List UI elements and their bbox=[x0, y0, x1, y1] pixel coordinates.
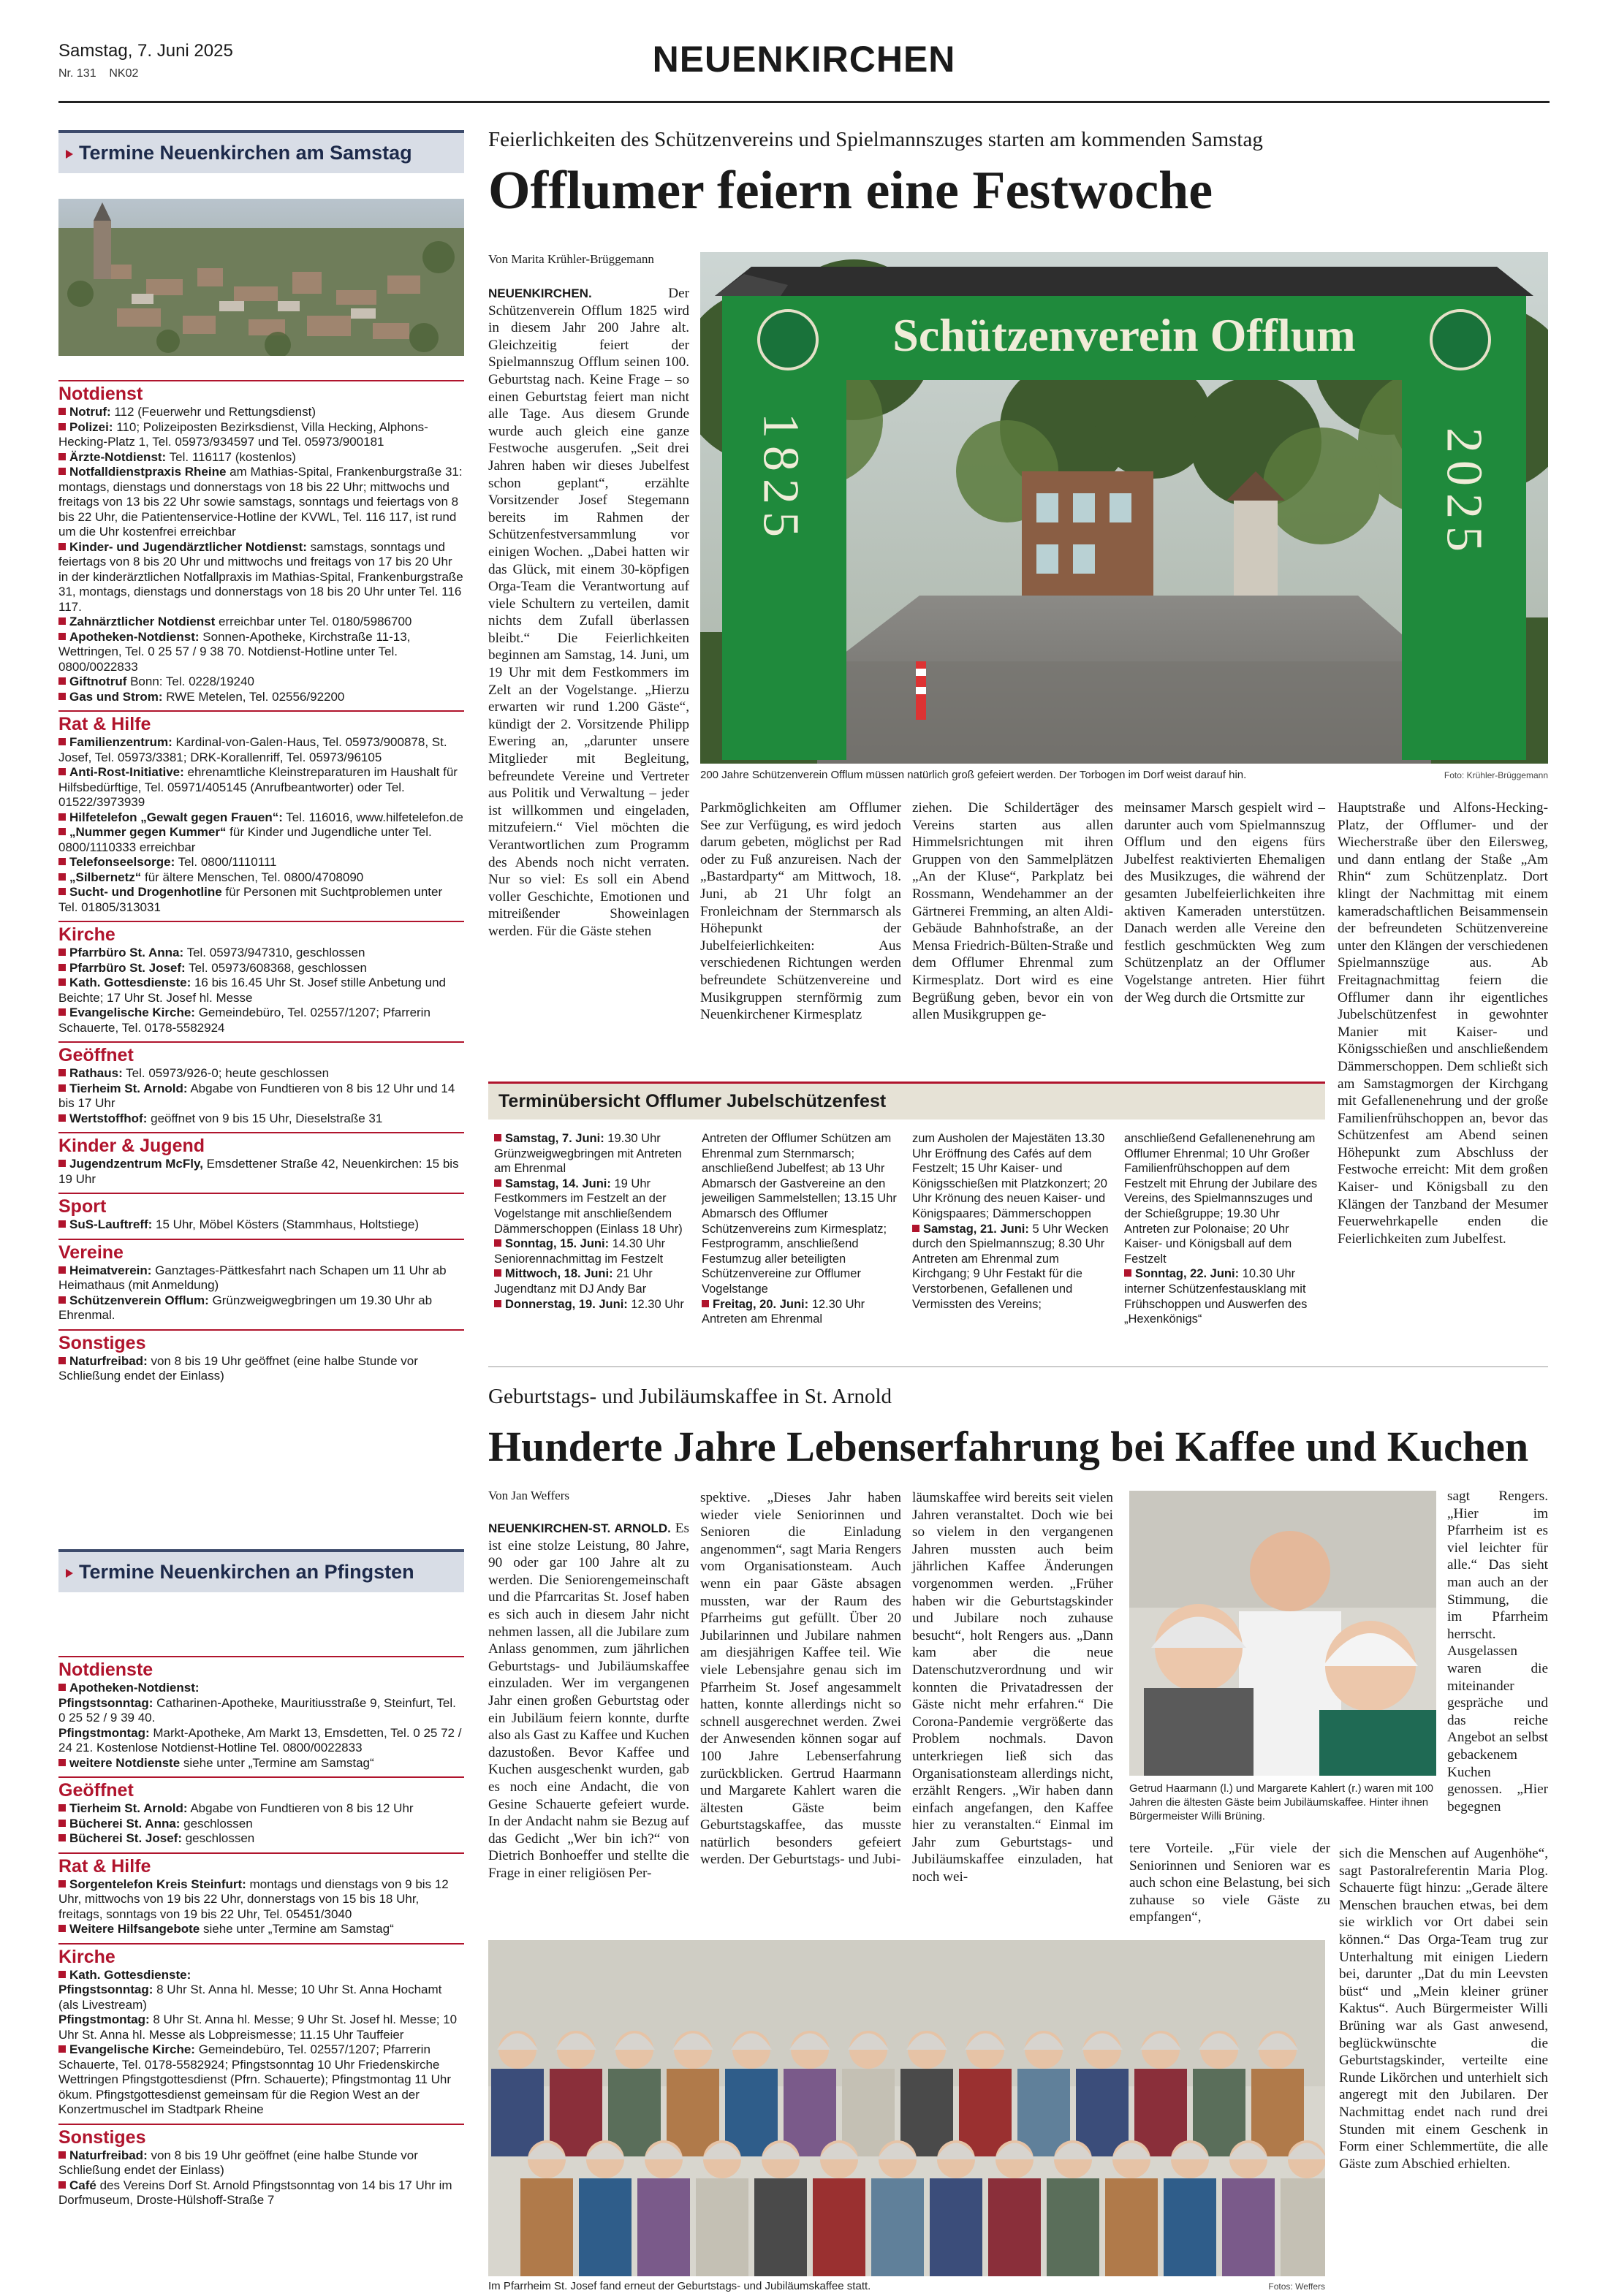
article1-photo-credit: Foto: Krühler-Brüggemann bbox=[1444, 770, 1548, 780]
bullet-icon bbox=[58, 677, 66, 685]
person-body bbox=[1281, 2178, 1325, 2276]
triangle-icon bbox=[66, 150, 73, 159]
bullet-icon bbox=[494, 1134, 501, 1141]
saturday-item: SuS-Lauftreff: 15 Uhr, Möbel Kösters (Stammhaus, Holtstiege) bbox=[58, 1217, 464, 1233]
pentecost-item: Sorgentelefon Kreis Steinfurt: montags und dienstags von 9 bis 12 Uhr, mittwochs von 19 bis 22 Uhr, donnerstags von 15 bis 18 Uhr, freitags, sonntags von 19 bis 22 Uhr, Tel. 05451/3040 bbox=[58, 1877, 449, 1921]
person-body bbox=[725, 2069, 778, 2156]
bullet-icon bbox=[58, 1084, 66, 1092]
person-body bbox=[667, 2069, 719, 2156]
saturday-item: Apotheken-Notdienst: Sonnen-Apotheke, Kirchstraße 11-13, Wettringen, Tel. 0 25 57 / 9 38 70. Notdienst-Hotline unter Tel. 0800/0022833 bbox=[58, 629, 411, 674]
article2-photo-caption: Getrud Haarmann (l.) und Margarete Kahlert (r.) waren mit 100 Jahren die ältesten Gäste beim Jubiläumskaffee. Hinter ihnen Bürgermeister Willi Brüning. bbox=[1129, 1782, 1434, 1822]
person-body bbox=[491, 2069, 544, 2156]
bullet-icon bbox=[58, 1069, 66, 1076]
bullet-icon bbox=[58, 2181, 66, 2189]
pentecost-item: Evangelische Kirche: Gemeindebüro, Tel. 02557/1207; Pfarrerin Schauerte, Tel. 0178-5582924; Pfingstsonntag 10 Uhr Friedenskirche Wettringen Pfingstgottesdienst (Pfrn. Schauerte); Pfingstmontag 11 Uhr ökum. Pfingstgottesdienst gemeinsam für die Region West an der Konzertmuschel im Stadtpark Rheine bbox=[58, 2042, 452, 2116]
pentecost-section-title: Notdienste bbox=[58, 1656, 464, 1681]
saturday-item: Sucht- und Drogenhotline für Personen mit Suchtproblemen unter Tel. 01805/313031 bbox=[58, 885, 443, 914]
saturday-section-title: Sonstiges bbox=[58, 1329, 464, 1354]
pentecost-item: Bücherei St. Anna: geschlossen bbox=[58, 1817, 464, 1832]
article1-col2: Parkmöglichkeiten am Offlumer See zur Verfügung, es wird jedoch darum gebeten, möglichst per Rad oder zu Fuß anzureisen. Nach der „Bastardparty“ am Mittwoch, 18. Juni, ab 21 Uhr folgt an Fronleichnam der Sternmarsch als Höhepunkt der Jubelfeierlichkeiten: Aus verschiedenen Richtungen werden befreundete Schützenvereine und Musikgruppen sternförmig zum Neuenkirchener Kirmesplatz bbox=[700, 800, 901, 1023]
pentecost-section-title: Geöffnet bbox=[58, 1776, 464, 1801]
article2-col2: spektive. „Dieses Jahr haben wieder viele Seniorinnen und Senioren die Einladung angenommen“, sagt Maria Rengers vom Organisationsteam. Auch wenn ein paar Gäste absagen mussten, war der Raum des Pfarrheims gut gefüllt. Über 20 Jubilarinnen und Jubilare nahmen am diesjährigen Kaffee teil. Wie viele Lebensjahre genau sich im Pfarrheim St. Josef angesammelt hatten, konnte allerdings nicht so schnell ausgerechnet werden. Zwei der Anwesenden können sogar auf 100 Jahre Lebenserfahrung zurückblicken. Gertrud Haarmann und Margarete Kahlert waren die ältesten Gäste beim Geburtstagskaffee, das musste natürlich besonders gefeiert werden. Der Geburtstags- und Jubi- bbox=[700, 1490, 901, 1868]
schedule-heading: Terminübersicht Offlumer Jubelschützenfest bbox=[488, 1082, 1325, 1120]
person-body bbox=[842, 2069, 895, 2156]
bullet-icon bbox=[58, 1114, 66, 1122]
events-pentecost-heading: Termine Neuenkirchen an Pfingsten bbox=[58, 1549, 464, 1592]
pentecost-item: Pfingstmontag: Markt-Apotheke, Am Markt 13, Emsdetten, Tel. 0 25 72 / 24 21. Kostenlose Notdienst-Hotline Tel. 0800/0022833 bbox=[58, 1725, 462, 1755]
pentecost-item: Pfingstsonntag: 8 Uhr St. Anna hl. Messe; 10 Uhr St. Anna Hochamt (als Livestream) bbox=[58, 1983, 442, 2012]
schedule-col1 bbox=[494, 1131, 691, 1312]
saturday-item: „Silbernetz“ für ältere Menschen, Tel. 0800/4708090 bbox=[58, 870, 464, 886]
saturday-item: Polizei: 110; Polizeiposten Bezirksdienst, Villa Hecking, Alphons-Hecking-Platz 1, Tel. 05973/934597 und Tel. 05973/900181 bbox=[58, 419, 428, 449]
arch-year-left: 1825 bbox=[752, 413, 809, 544]
pentecost-item: Apotheken-Notdienst: bbox=[58, 1681, 464, 1696]
person-body bbox=[608, 2069, 661, 2156]
article1-headline: Offlumer feiern eine Festwoche bbox=[488, 161, 1213, 221]
saturday-item: Schützenverein Offlum: Grünzweigwegbringen um 19.30 Uhr ab Ehrenmal. bbox=[58, 1293, 433, 1322]
article2-col4: tere Vorteile. „Für viele der Seniorinnen und Senioren war es auch schon eine Belastung, bei sich zuhause so viele Gäste zu empfangen“, bbox=[1129, 1841, 1330, 1926]
events-saturday-heading: Termine Neuenkirchen am Samstag bbox=[58, 130, 464, 173]
person-body bbox=[696, 2178, 748, 2276]
bullet-icon bbox=[58, 1804, 66, 1812]
pentecost-section-title: Sonstiges bbox=[58, 2124, 464, 2148]
section-title: NEUENKIRCHEN bbox=[652, 39, 956, 80]
schedule-item: Samstag, 14. Juni: 19 Uhr Festkommers im Festzelt an der Vogelstange mit anschließendem Dämmerschoppen (Einlass 18 Uhr) bbox=[494, 1176, 683, 1236]
person-body bbox=[1222, 2178, 1275, 2276]
person-body bbox=[900, 2069, 953, 2156]
saturday-item: Pfarrbüro St. Josef: Tel. 05973/608368, geschlossen bbox=[58, 961, 464, 976]
bullet-icon bbox=[58, 949, 66, 956]
header-rule bbox=[58, 101, 1550, 103]
person-body bbox=[1076, 2069, 1129, 2156]
pentecost-item: Pfingstsonntag: Catharinen-Apotheke, Mauritiusstraße 9, Steinfurt, Tel. 0 25 52 / 9 39 40. bbox=[58, 1695, 456, 1725]
aerial-town-photo bbox=[58, 199, 464, 356]
bullet-icon bbox=[58, 964, 66, 971]
saturday-item: Hilfetelefon „Gewalt gegen Frauen“: Tel. 116016, www.hilfetelefon.de bbox=[58, 810, 464, 826]
bullet-icon bbox=[58, 1820, 66, 1827]
saturday-item: Pfarrbüro St. Anna: Tel. 05973/947310, geschlossen bbox=[58, 946, 464, 961]
bullet-icon bbox=[58, 1684, 66, 1691]
saturday-item: Tierheim St. Arnold: Abgabe von Fundtieren von 8 bis 12 Uhr und 14 bis 17 Uhr bbox=[58, 1081, 455, 1110]
pentecost-item: Tierheim St. Arnold: Abgabe von Fundtieren von 8 bis 12 Uhr bbox=[58, 1801, 464, 1817]
bullet-icon bbox=[58, 633, 66, 640]
person-body bbox=[754, 2178, 807, 2276]
bullet-icon bbox=[58, 2151, 66, 2159]
person-body bbox=[1193, 2069, 1245, 2156]
person-body bbox=[813, 2178, 865, 2276]
person-body bbox=[550, 2069, 602, 2156]
bullet-icon bbox=[58, 1160, 66, 1167]
pentecost-item: Café des Vereins Dorf St. Arnold Pfingstsonntag von 14 bis 17 Uhr im Dorfmuseum, Droste-Hülshoff-Straße 7 bbox=[58, 2178, 452, 2207]
saturday-item: Jugendzentrum McFly, Emsdettener Straße 42, Neuenkirchen: 15 bis 19 Uhr bbox=[58, 1157, 459, 1186]
saturday-item: Wertstoffhof: geöffnet von 9 bis 15 Uhr, Dieselstraße 31 bbox=[58, 1111, 464, 1127]
bullet-icon bbox=[58, 543, 66, 550]
article2-col5: sagt Rengers. „Hier im Pfarrheim ist es viel leichter für alle.“ Das sieht man auch an der Stimmung, die im Pfarrheim herrscht. Ausgelassen waren die miteinander gespräche und das reiche Angebot an selbst gebackenem Kuchen genossen. „Hier begegnen bbox=[1447, 1489, 1548, 1814]
bullet-icon bbox=[58, 2045, 66, 2053]
person-body bbox=[1105, 2178, 1158, 2276]
person-body bbox=[579, 2178, 632, 2276]
article2-col3: läumskaffee wird bereits seit vielen Jahren veranstaltet. Doch wie bei so vielem in den vergangenen Jahren mussten auch beim jährlichen Kaffee Änderungen vorgenommen werden. „Früher haben wir die Geburtstagskinder und Jubilare noch zuhause besucht“, holt Rengers aus. „Dann kam aber die neue Datenschutzverordnung und wir konnten die Privatadressen der Gäste nicht mehr erfahren.“ Die Corona-Pandemie vergrößerte das Problem nochmals. Davon unterkriegen ließ sich das Organisationsteam allerdings nicht, erzählt Rengers. „Wir haben dann einfach angefangen, den Kaffee hier zu veranstalten.“ Einmal im Jahr zum Geburtstags- und Jubiläumskaffee einzuladen, hat noch wei- bbox=[912, 1490, 1113, 1885]
article2-group-caption: Im Pfarrheim St. Josef fand erneut der Geburtstags- und Jubiläumskaffee statt. bbox=[488, 2280, 871, 2292]
saturday-item: Ärzte-Notdienst: Tel. 116117 (kostenlos) bbox=[58, 450, 464, 465]
article1-col5: Hauptstraße und Alfons-Hecking-Platz, der Offlumer- und der Wiecherstraße über den Eilersweg, und dann entlang der Staße „Am Rhin“ zum Schützenplatz. Dort klingt der Nachmittag mit einem kameradschaftlichen Beisammensein der befreundeten Schützenvereine unter den Klängen der verschiedenen Spielmannszüge aus. Ab Freitagnachmittag feiern die Offlumer dann ihr eigentliches Jubelschützenfest in gewohnter Manier mit Kaiser- und Königsschießen und anschließendem Dämmerschoppen. Dem schließt sich am Samstagmorgen der Kirchgang mit Gefallenenehrung und der große Familienfrühschoppen an, bevor das Schützenfest am Abend seinen Höhepunkt zum Abschluss der Festwoche erreicht: Mit dem großen Kaiser- und Königsball zu den Klängen der Tanzband der Mesumer Feuerwehrkapelle enden die Feierlichkeiten zum Jubelfest. bbox=[1338, 800, 1548, 1247]
person-body bbox=[520, 2178, 573, 2276]
pentecost-item: Bücherei St. Josef: geschlossen bbox=[58, 1831, 464, 1847]
bullet-icon bbox=[58, 1357, 66, 1364]
pentecost-section-title: Kirche bbox=[58, 1943, 464, 1968]
schedule-item: Sonntag, 15. Juni: 14.30 Uhr Seniorennachmittag im Festzelt bbox=[494, 1237, 666, 1266]
saturday-item: Familienzentrum: Kardinal-von-Galen-Haus, Tel. 05973/900878, St. Josef, Tel. 05973/3381; DRK-Korallenriff, Tel. 05973/96105 bbox=[58, 735, 447, 764]
bullet-icon bbox=[58, 1880, 66, 1888]
bullet-icon bbox=[58, 693, 66, 700]
bullet-icon bbox=[58, 468, 66, 475]
bullet-icon bbox=[494, 1269, 501, 1277]
saturday-section-title: Rat & Hilfe bbox=[58, 710, 464, 735]
article2-group-photo bbox=[488, 1940, 1325, 2276]
schedule-col4: anschließend Gefallenenehrung am Offlumer Ehrenmal; 10 Uhr Großer Familienfrühschoppen auf dem Festzelt mit Ehrung der Jubilare des Vereins, des Spielmannszuges und der Schießgruppe; 19.30 Uhr Antreten zur Polonaise; 20 Uhr Kaiser- und Königsball auf dem Festzelt Sonntag, 22. Juni: 10.30 Uhr interner Schützenfestausklang mit Frühschoppen und Auswerfen des „Hexenkönigs“ bbox=[1124, 1132, 1318, 1326]
article2-col6: sich die Menschen auf Augenhöhe“, sagt Pastoralreferentin Maria Plog. Schauerte fügt hinzu: „Gerade ältere Menschen brauchen etwas, bei dem sie wirklich vor Ort dabei sein können.“ Das Orga-Team trug zur Unterhaltung mit einigen Liedern bei, darunter „Dat du min Leevsten büst“ und „Mein kleiner grüner Kaktus“. Auch Bürgermeister Willi Brüning war als Gast anwesend, beglückwünschte die Geburtstagskinder, verteilte eine Runde Likörchen und unterhielt sich angeregt mit den Jubilaren. Der Nachmittag endet nach rund drei Stunden mit einem Geschenk in Form einer Schlemmertüte, die alle Gäste zum Abschied erhielten. bbox=[1339, 1846, 1548, 2172]
saturday-item: Telefonseelsorge: Tel. 0800/1110111 bbox=[58, 855, 464, 870]
saturday-item: Kinder- und Jugendärztlicher Notdienst: samstags, sonntags und feiertags von 8 bis 20 Uhr und mittwochs und freitags von 17 bis 20 Uhr in der kinderärztlichen Notfallpraxis im Mathias-Spital, Frankenburgstraße 31, montags, dienstags und donnerstags von 18 bis 20 Uhr unter Tel. 116 117. bbox=[58, 539, 463, 614]
saturday-item: Zahnärztlicher Notdienst erreichbar unter Tel. 0180/5986700 bbox=[58, 615, 464, 630]
article1-arch-photo bbox=[700, 252, 1548, 764]
saturday-item: Heimatverein: Ganztages-Pättkesfahrt nach Schapen um 11 Uhr ab Heimathaus (mit Anmeldung) bbox=[58, 1263, 447, 1292]
bullet-icon bbox=[58, 1220, 66, 1228]
article2-col1: NEUENKIRCHEN-ST. ARNOLD. Es ist eine stolze Leistung, 80 Jahre, 90 oder gar 100 Jahre alt zu werden. Die Seniorengemeinschaft und die Pfarrcaritas St. Josef haben es sich auch in diesem Jahr nicht nehmen lassen, all die Jubilare zum Anlass genommen, zum jährlichen Geburtstags- und Jubiläumskaffee einzuladen. Wer im vergangenen Jahr einen großen Geburtstag oder ein Jubiläum feiern konnte, durfte also als Gast zu Kaffee und Kuchen dazustoßen. Bevor Kaffee und Kuchen ausgeschenkt wurden, gab es noch eine Andacht, die von Gesine Schauerte gefeiert wurde. In der Andacht nahm sie Bezug auf das Gedicht „Wer bin ich?“ von Dietrich Bonhoeffer und stellte die Frage in einer religiösen Per- bbox=[488, 1521, 689, 1881]
saturday-section-title: Sport bbox=[58, 1193, 464, 1217]
schedule-col2: Antreten der Offlumer Schützen am Ehrenmal zum Sternmarsch; anschließend Jubelfest; ab 13 Uhr Abmarsch der Gastvereine an den jeweiligen Sammelstellen; 13.15 Uhr Abmarsch des Offlumer Schützenvereins zum Kirmesplatz; Festprogramm, anschließend Festumzug aller beteiligten Schützenvereine zur Offlumer Vogelstange Freitag, 20. Juni: 12.30 Uhr Antreten am Ehrenmal bbox=[702, 1132, 897, 1326]
saturday-item: Anti-Rost-Initiative: ehrenamtliche Kleinstreparaturen im Haushalt für Hilfsbedürftige, Tel. 05971/405145 (Anrufbeantworter) oder Tel. 01522/3973939 bbox=[58, 765, 458, 809]
person-body bbox=[930, 2178, 982, 2276]
bullet-icon bbox=[58, 617, 66, 625]
article1-col3: ziehen. Die Schildertäger des Vereins starten aus allen Himmelsrichtungen mit ihren Gruppen von den Sammelplätzen „An der Kluse“, Parkplatz bei Rossmann, Wendehammer an der Gärtnerei Fremming, an alten Aldi-Gebäude Bahnhofstraße, an der Mensa Friedrich-Bülten-Straße und dem Offlumer Ehrenmal zum Kirmesplatz. Dort wird es eine Begrüßung geben, bevor ein von allen Musikgruppen ge- bbox=[912, 800, 1113, 1023]
bullet-icon bbox=[58, 1266, 66, 1274]
bullet-icon bbox=[58, 1834, 66, 1841]
saturday-item: Notruf: 112 (Feuerwehr und Rettungsdienst) bbox=[58, 405, 464, 420]
bullet-icon bbox=[58, 738, 66, 745]
saturday-item: Naturfreibad: von 8 bis 19 Uhr geöffnet (eine halbe Stunde vor Schließung endet der Einlass) bbox=[58, 1353, 418, 1383]
triangle-icon bbox=[66, 1569, 73, 1578]
bullet-icon bbox=[58, 1971, 66, 1978]
person-body bbox=[637, 2178, 690, 2276]
person-body bbox=[871, 2178, 924, 2276]
bullet-icon bbox=[58, 453, 66, 460]
article2-group-credit: Fotos: Weffers bbox=[1268, 2281, 1325, 2292]
schedule-item: Donnerstag, 19. Juni: 12.30 Uhr bbox=[494, 1297, 691, 1312]
arch-sign-text: Schützenverein Offlum bbox=[892, 309, 1356, 361]
bullet-icon bbox=[494, 1179, 501, 1187]
pentecost-item: Pfingstmontag: 8 Uhr St. Anna hl. Messe; 9 Uhr St. Josef hl. Messe; 10 Uhr St. Anna hl. Messe als Lobpreismesse; 11.15 Uhr Tauffeier bbox=[58, 2012, 458, 2042]
person-body bbox=[1134, 2069, 1187, 2156]
bullet-icon bbox=[58, 888, 66, 895]
bullet-icon bbox=[58, 813, 66, 821]
saturday-item: Kath. Gottesdienste: 16 bis 16.45 Uhr St. Josef stille Anbetung und Beichte; 17 Uhr St. Josef hl. Messe bbox=[58, 976, 446, 1005]
article1-kicker: Feierlichkeiten des Schützenvereins und Spielmannszuges starten am kommenden Samstag bbox=[488, 128, 1263, 151]
bullet-icon bbox=[58, 978, 66, 986]
events-saturday-list bbox=[58, 380, 464, 1384]
bullet-icon bbox=[58, 858, 66, 865]
issue-date: Samstag, 7. Juni 2025 bbox=[58, 41, 233, 61]
article1-photo-caption: 200 Jahre Schützenverein Offlum müssen natürlich groß gefeiert werden. Der Torbogen im Dorf weist darauf hin. bbox=[700, 769, 1247, 781]
arch-year-right: 2025 bbox=[1436, 427, 1493, 559]
schedule-item: Mittwoch, 18. Juni: 21 Uhr Jugendtanz mit DJ Andy Bar bbox=[494, 1267, 653, 1296]
events-pentecost-list bbox=[58, 1656, 464, 2208]
saturday-item: Rathaus: Tel. 05973/926-0; heute geschlossen bbox=[58, 1066, 464, 1082]
bullet-icon bbox=[58, 408, 66, 415]
bullet-icon bbox=[58, 828, 66, 835]
bullet-icon bbox=[58, 1759, 66, 1766]
saturday-item: Gas und Strom: RWE Metelen, Tel. 02556/92200 bbox=[58, 690, 464, 705]
saturday-item: Giftnotruf Bonn: Tel. 0228/19240 bbox=[58, 674, 464, 690]
pentecost-item: Weitere Hilfsangebote siehe unter „Termine am Samstag“ bbox=[58, 1922, 464, 1937]
article1-col4: meinsamer Marsch gespielt wird – darunter auch vom Spielmannszug Offlum und den eigens fürs Jubelfest reaktivierten Ehemaligen des Musikzuges, die während der gesamten Jubelfeierlichkeiten ihre aktiven Kameraden unterstützen. Danach werden alle Vereine den festlich geschmückten Weg zum Schützenplatz an der Offlumer Vogelstange antreten. Hier führt der Weg durch die Ortsmitte zur bbox=[1124, 800, 1325, 1006]
person-body bbox=[988, 2178, 1041, 2276]
bullet-icon bbox=[58, 1925, 66, 1932]
person-body bbox=[784, 2069, 836, 2156]
article2-headline: Hunderte Jahre Lebenserfahrung bei Kaffee und Kuchen bbox=[488, 1423, 1529, 1470]
bullet-icon bbox=[494, 1239, 501, 1247]
bullet-icon bbox=[58, 1008, 66, 1016]
pentecost-item: weitere Notdienste siehe unter „Termine am Samstag“ bbox=[58, 1756, 464, 1771]
person-body bbox=[1047, 2178, 1099, 2276]
pentecost-item: Naturfreibad: von 8 bis 19 Uhr geöffnet (eine halbe Stunde vor Schließung endet der Einlass) bbox=[58, 2148, 418, 2177]
schedule-col3: zum Ausholen der Majestäten 13.30 Uhr Eröffnung des Cafés auf dem Festzelt; 15 Uhr Kaiser- und Königsschießen mit Platzkonzert; 20 Uhr Krönung des neuen Kaiser- und Königspaares; Dämmerschoppen Samstag, 21. Juni: 5 Uhr Wecken durch den Spielmannszug; 8.30 Uhr Antreten am Ehrenmal zum Kirchgang; 9 Uhr Festakt für die Verstorbenen, Gefallenen und Vermissten des Vereins; bbox=[912, 1132, 1109, 1311]
article2-byline: Von Jan Weffers bbox=[488, 1489, 570, 1502]
person-body bbox=[1251, 2069, 1304, 2156]
person-body bbox=[1164, 2178, 1216, 2276]
bullet-icon bbox=[58, 1296, 66, 1304]
article-divider bbox=[488, 1366, 1548, 1367]
article1-col1: NEUENKIRCHEN. Der Schützenverein Offlum 1825 wird in diesem Jahr 200 Jahre alt. Gleichzeitig feiert der Spielmannszug Offlum seinen 100. Geburtstag nach. Keine Frage – so einen Geburtstag feiert man nicht alle Tage. Aus diesem Grunde wurde auch gleich eine ganze Festwoche ausgerufen. „Seit drei Jahren haben wir dieses Jubelfest schon geplant“, erzählte Vorsitzender Josef Stegemann bereits im Rahmen der Schützenfestversammlung vor einigen Wochen. „Dabei hatten wir das Glück, mit einem 30-köpfigen Orga-Team die Verantwortung auf viele Schultern zu verteilen, damit nichts dem Zufall überlassen bleibt.“ Die Feierlichkeiten beginnen am Samstag, 14. Juni, um 19 Uhr mit dem Festkommers im Zelt an der Vogelstange. „Hierzu erwarten wir rund 1.200 Gäste“, kündigt der 2. Vorsitzende Philipp Ewering an, „darunter unsere Mitglieder mit Begleitung, befreundete Vereine und Vertreter aus Politik und Verwaltung – jeder ist willkommen und eingeladen, mitzufeiern.“ Viel möchten die Verantwortlichen zum Programm des Abends noch nicht verraten. Nur so viel: Es soll ein Abend voller Geschichte, Emotionen und mitreißender Showeinlagen werden. Für die Gäste stehen bbox=[488, 286, 689, 939]
saturday-section-title: Kirche bbox=[58, 921, 464, 946]
saturday-section-title: Vereine bbox=[58, 1239, 464, 1263]
article2-centenarians-photo bbox=[1129, 1491, 1436, 1776]
article2-kicker: Geburtstags- und Jubiläumskaffee in St. Arnold bbox=[488, 1385, 892, 1408]
saturday-section-title: Geöffnet bbox=[58, 1041, 464, 1066]
schedule-item: Samstag, 7. Juni: 19.30 Uhr Grünzweigwegbringen mit Antreten am Ehrenmal bbox=[494, 1132, 682, 1176]
article1-byline: Von Marita Krühler-Brüggemann bbox=[488, 252, 654, 266]
bullet-icon bbox=[58, 873, 66, 881]
saturday-item: Notfalldienstpraxis Rheine am Mathias-Spital, Frankenburgstraße 31: montags, dienstags und donnerstags von 18 bis 22 Uhr; mittwochs und freitags von 13 bis 22 Uhr sowie samstags, sonntags und feiertags von 8 bis 22 Uhr, die Patientenservice-Hotline der KVWL, Tel. 116 117, ist rund um die Uhr kostenfrei erreichbar bbox=[58, 465, 463, 539]
saturday-item: „Nummer gegen Kummer“ für Kinder und Jugendliche unter Tel. 0800/1110333 erreichbar bbox=[58, 825, 432, 854]
bullet-icon bbox=[58, 423, 66, 430]
saturday-section-title: Kinder & Jugend bbox=[58, 1132, 464, 1157]
bullet-icon bbox=[494, 1300, 501, 1307]
pentecost-item: Kath. Gottesdienste: bbox=[58, 1968, 464, 1983]
bullet-icon bbox=[58, 768, 66, 775]
person-body bbox=[1017, 2069, 1070, 2156]
person-body bbox=[959, 2069, 1012, 2156]
saturday-item: Evangelische Kirche: Gemeindebüro, Tel. 02557/1207; Pfarrerin Schauerte, Tel. 0178-5582924 bbox=[58, 1006, 431, 1035]
saturday-section-title: Notdienst bbox=[58, 380, 464, 405]
issue-number: Nr. 131 NK02 bbox=[58, 67, 139, 80]
pentecost-section-title: Rat & Hilfe bbox=[58, 1852, 464, 1877]
